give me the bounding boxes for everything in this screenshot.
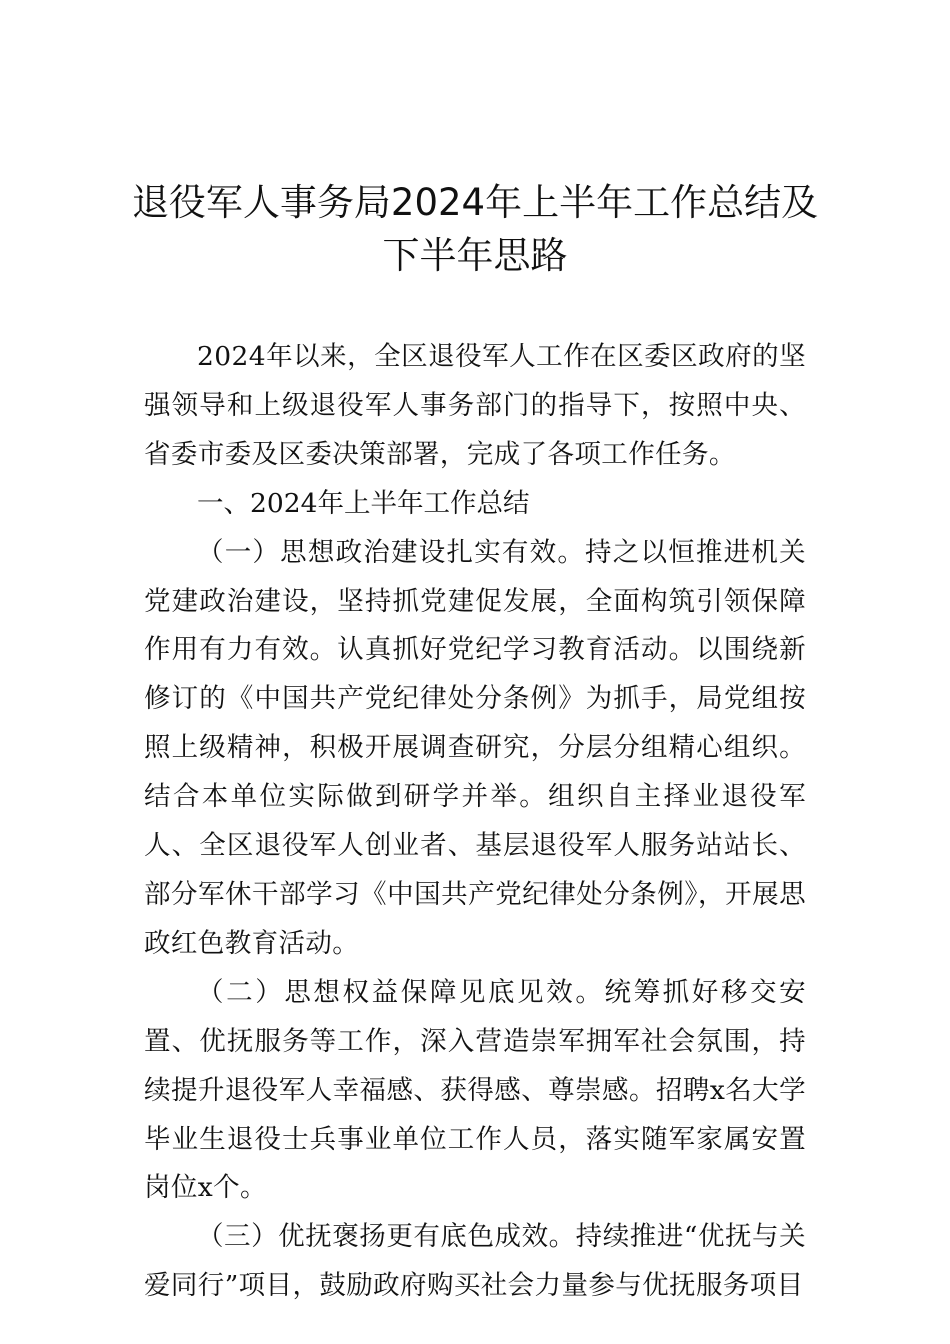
paragraph-3: （三）优抚褒扬更有底色成效。持续推进“优抚与关爱同行”项目，鼓励政府购买社会力量参与优抚服务项目 <box>144 1221 806 1302</box>
section-heading: 一、2024年上半年工作总结 <box>197 487 530 519</box>
title-line-1: 退役军人事务局2024年上半年工作总结及 <box>131 181 819 224</box>
intro-paragraph: 2024年以来，全区退役军人工作在区委区政府的坚强领导和上级退役军人事务部门的指导下，按照中央、省委市委及区委决策部署，完成了各项工作任务。 <box>144 341 806 470</box>
document-title <box>120 176 830 282</box>
paragraph-2: （二）思想权益保障见底见效。统筹抓好移交安置、优抚服务等工作，深入营造崇军拥军社会氛围，持续提升退役军人幸福感、获得感、尊崇感。招聘x名大学毕业生退役士兵事业单位工作人员，落实随军家属安置岗位x个。 <box>144 976 806 1204</box>
title-line-2: 下半年思路 <box>382 234 568 277</box>
paragraph-1: （一）思想政治建设扎实有效。持之以恒推进机关党建政治建设，坚持抓党建促发展，全面构筑引领保障作用有力有效。认真抓好党纪学习教育活动。以围绕新修订的《中国共产党纪律处分条例》为抓手，局党组按照上级精神，积极开展调查研究，分层分组精心组织。结合本单位实际做到研学并举。组织自主择业退役军人、全区退役军人创业者、基层退役军人服务站站长、部分军休干部学习《中国共产党纪律处分条例》，开展思政红色教育活动。 <box>144 536 806 959</box>
document-body <box>144 333 806 1311</box>
